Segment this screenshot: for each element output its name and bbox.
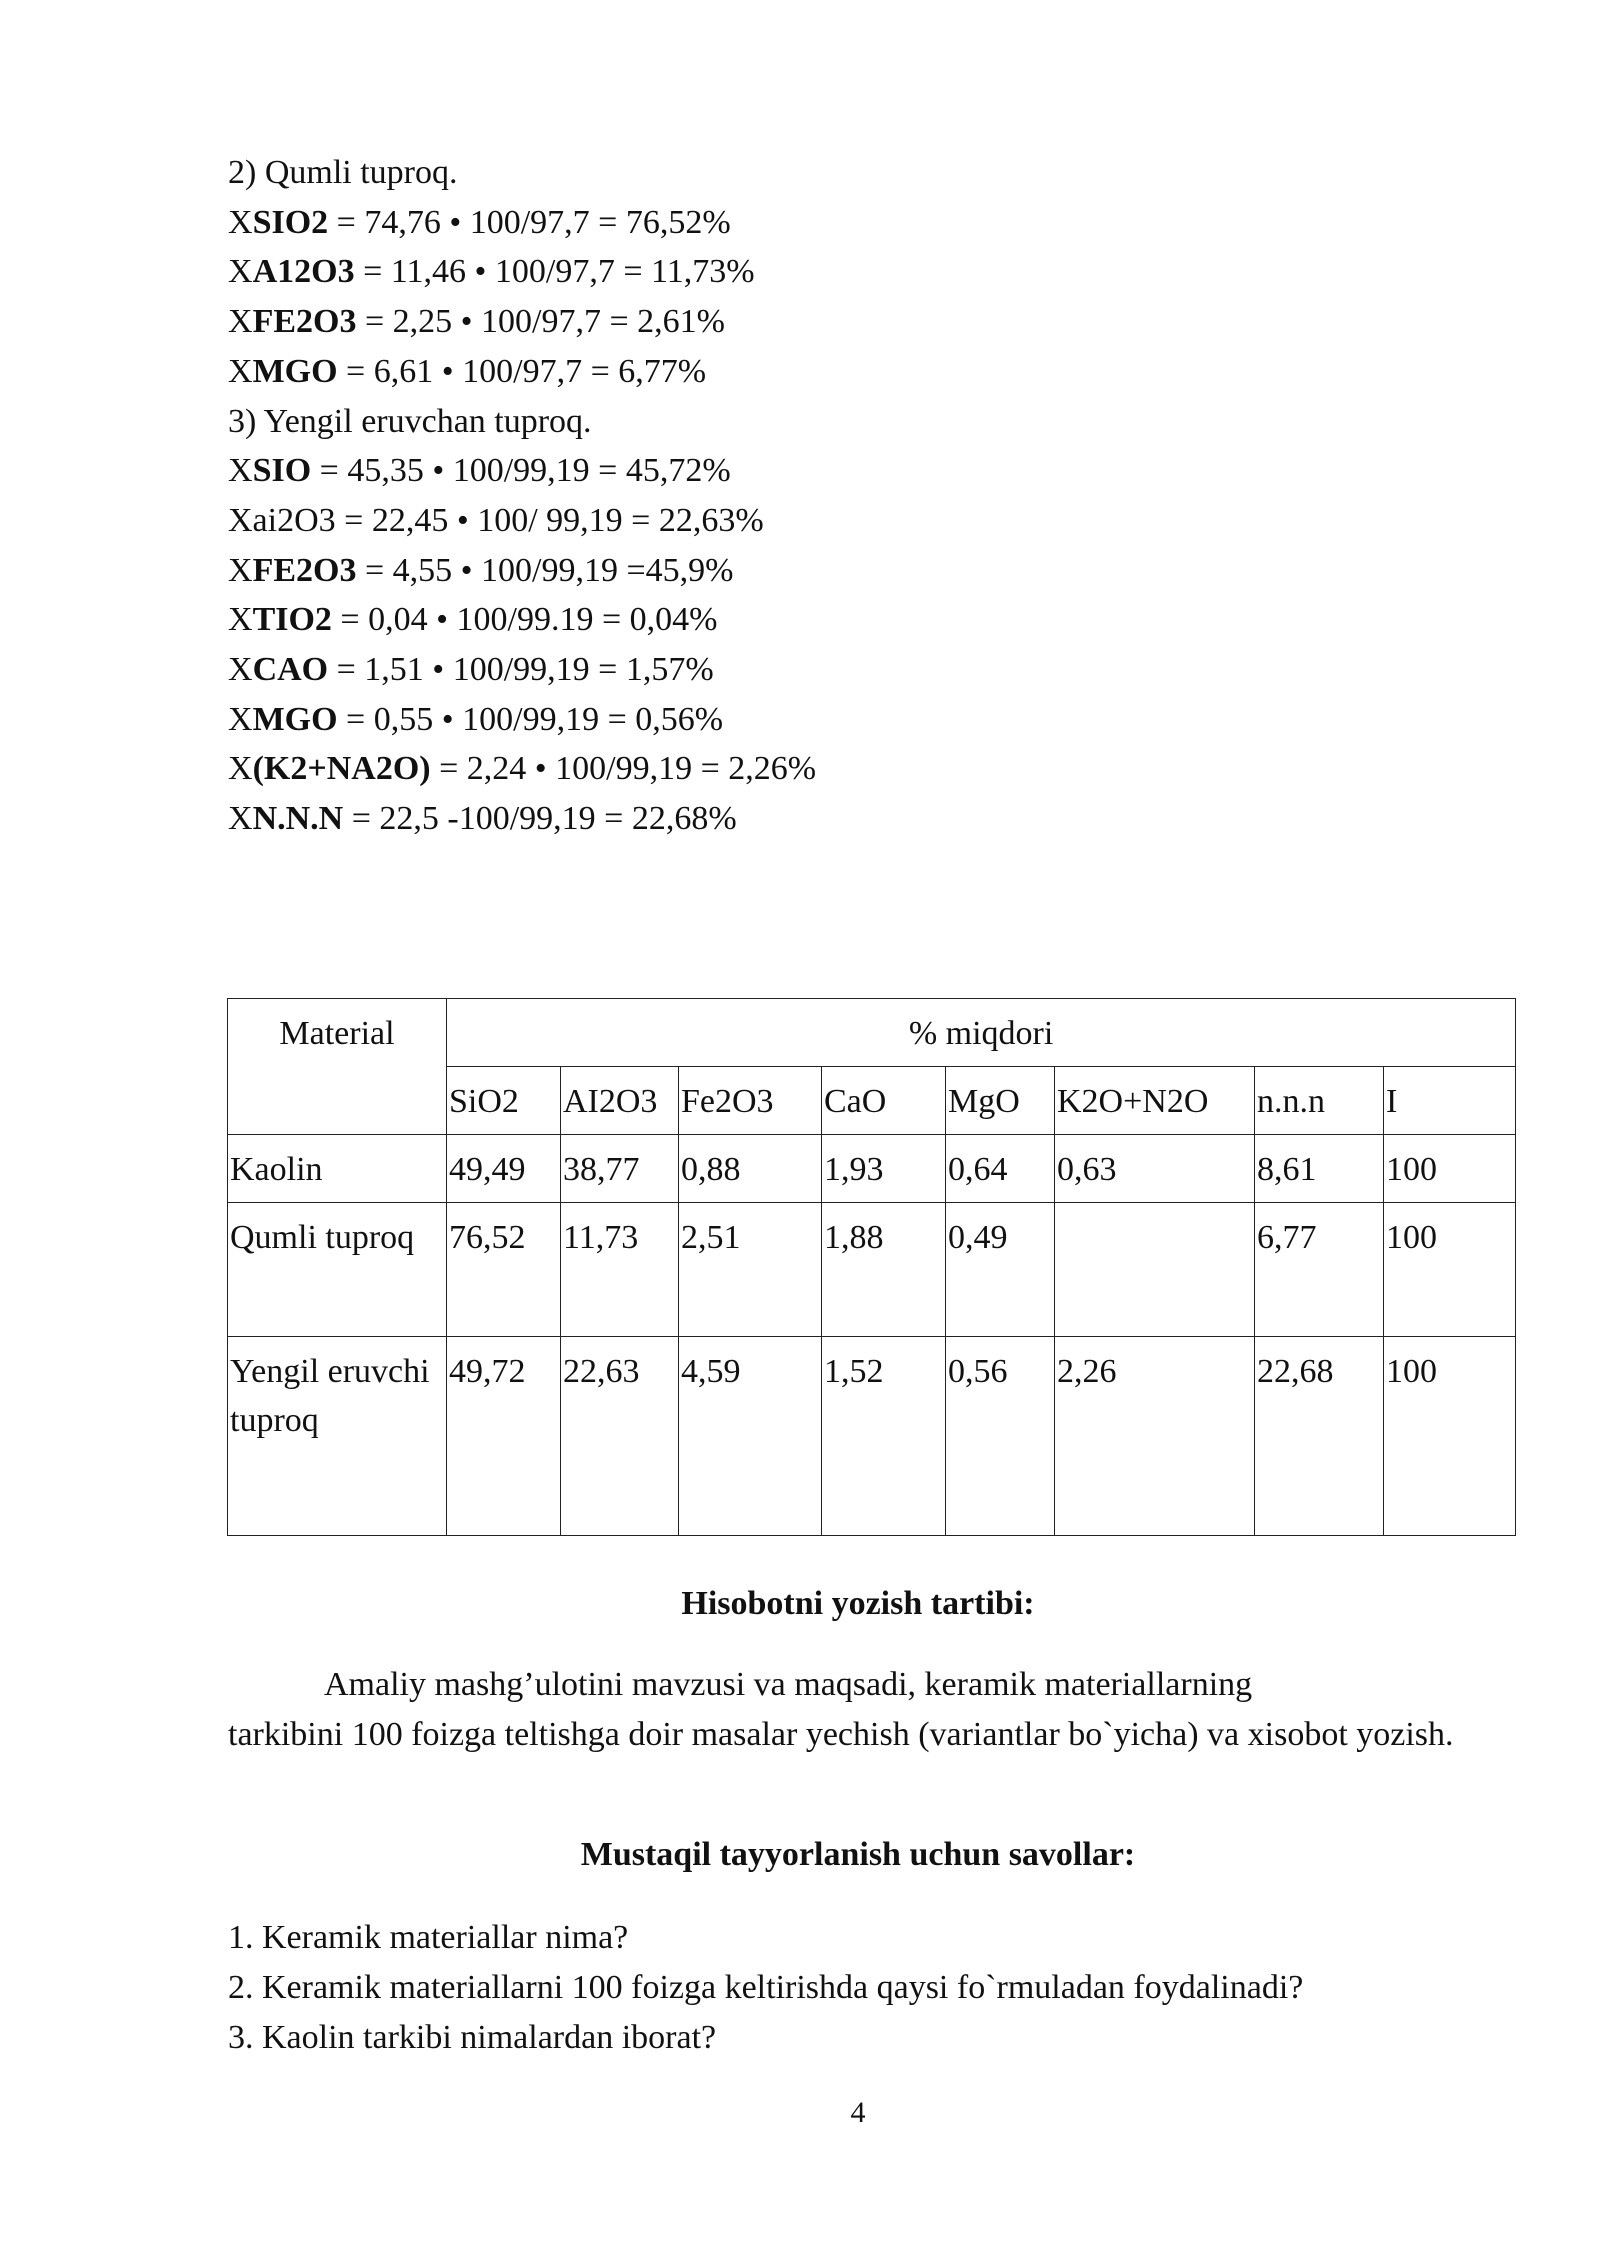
column-header: I bbox=[1384, 1067, 1516, 1135]
table-row bbox=[228, 1337, 1516, 1536]
report-paragraph bbox=[228, 1660, 1518, 1760]
material-cell: Qumli tuproq bbox=[228, 1203, 447, 1337]
value-cell: 100 bbox=[1384, 1135, 1516, 1203]
page-number: 4 bbox=[850, 2096, 866, 2129]
value-cell: 49,72 bbox=[447, 1337, 561, 1536]
column-header: CaO bbox=[822, 1067, 946, 1135]
table-row bbox=[228, 1135, 1516, 1203]
question-item: 2. Keramik materiallarni 100 foizga keltirishda qaysi fo`rmuladan foydalinadi? bbox=[228, 1969, 1304, 2006]
value-cell: 22,63 bbox=[561, 1337, 679, 1536]
value-cell: 49,49 bbox=[447, 1135, 561, 1203]
report-paragraph-rest: tarkibini 100 foizga teltishga doir masalar yechish (variantlar bo`yicha) va xisobot yozish. bbox=[228, 1716, 1454, 1753]
value-cell: 1,93 bbox=[822, 1135, 946, 1203]
value-cell: 38,77 bbox=[561, 1135, 679, 1203]
formula-line: Xai2O3 = 22,45 • 100/ 99,19 = 22,63% bbox=[228, 501, 764, 539]
formula-line: XTIO2 = 0,04 • 100/99.19 = 0,04% bbox=[228, 601, 718, 639]
value-cell: 2,51 bbox=[679, 1203, 822, 1337]
formula-line: X(K2+NA2O) = 2,24 • 100/99,19 = 2,26% bbox=[228, 750, 817, 788]
formula-line: XMGO = 6,61 • 100/97,7 = 6,77% bbox=[228, 352, 707, 390]
value-cell: 0,56 bbox=[946, 1337, 1055, 1536]
column-header: MgO bbox=[946, 1067, 1055, 1135]
value-cell: 0,63 bbox=[1055, 1135, 1255, 1203]
formula-line: XFE2O3 = 2,25 • 100/97,7 = 2,61% bbox=[228, 303, 725, 341]
questions-heading: Mustaqil tayyorlanish uchun savollar: bbox=[580, 1836, 1136, 1873]
value-cell: 8,61 bbox=[1255, 1135, 1384, 1203]
formula-line: XA12O3 = 11,46 • 100/97,7 = 11,73% bbox=[228, 253, 755, 291]
value-cell bbox=[1055, 1203, 1255, 1337]
amount-header: % miqdori bbox=[447, 999, 1516, 1067]
value-cell: 11,73 bbox=[561, 1203, 679, 1337]
column-header: AI2O3 bbox=[561, 1067, 679, 1135]
formula-line: XMGO = 0,55 • 100/99,19 = 0,56% bbox=[228, 700, 724, 738]
table-row bbox=[228, 1203, 1516, 1337]
material-cell: Kaolin bbox=[228, 1135, 447, 1203]
column-header: Fe2O3 bbox=[679, 1067, 822, 1135]
value-cell: 1,88 bbox=[822, 1203, 946, 1337]
column-header: K2O+N2O bbox=[1055, 1067, 1255, 1135]
questions-list bbox=[228, 1913, 1303, 2063]
formula-list bbox=[228, 148, 816, 844]
value-cell: 100 bbox=[1384, 1337, 1516, 1536]
value-cell: 22,68 bbox=[1255, 1337, 1384, 1536]
question-item: 1. Keramik materiallar nima? bbox=[228, 1919, 629, 1956]
material-cell: Yengil eruvchi tuproq bbox=[228, 1337, 447, 1536]
composition-table bbox=[227, 998, 1516, 1536]
formula-line: 2) Qumli tuproq. bbox=[228, 154, 458, 191]
formula-line: XSIO = 45,35 • 100/99,19 = 45,72% bbox=[228, 452, 731, 490]
formula-line: XFE2O3 = 4,55 • 100/99,19 =45,9% bbox=[228, 551, 734, 589]
value-cell: 0,49 bbox=[946, 1203, 1055, 1337]
value-cell: 0,88 bbox=[679, 1135, 822, 1203]
material-header: Material bbox=[228, 999, 447, 1135]
value-cell: 1,52 bbox=[822, 1337, 946, 1536]
value-cell: 76,52 bbox=[447, 1203, 561, 1337]
report-heading: Hisobotni yozish tartibi: bbox=[681, 1585, 1035, 1622]
value-cell: 0,64 bbox=[946, 1135, 1055, 1203]
value-cell: 100 bbox=[1384, 1203, 1516, 1337]
column-header: n.n.n bbox=[1255, 1067, 1384, 1135]
value-cell: 6,77 bbox=[1255, 1203, 1384, 1337]
formula-line: XN.N.N = 22,5 -100/99,19 = 22,68% bbox=[228, 800, 737, 838]
report-paragraph-first-line: Amaliy mashg’ulotini mavzusi va maqsadi, keramik materiallarning bbox=[324, 1666, 1253, 1703]
formula-line: 3) Yengil eruvchan tuproq. bbox=[228, 402, 592, 440]
formula-line: XSIO2 = 74,76 • 100/97,7 = 76,52% bbox=[228, 203, 731, 241]
formula-line: XCAO = 1,51 • 100/99,19 = 1,57% bbox=[228, 651, 714, 689]
question-item: 3. Kaolin tarkibi nimalardan iborat? bbox=[228, 2019, 717, 2056]
value-cell: 2,26 bbox=[1055, 1337, 1255, 1536]
value-cell: 4,59 bbox=[679, 1337, 822, 1536]
column-header: SiO2 bbox=[447, 1067, 561, 1135]
